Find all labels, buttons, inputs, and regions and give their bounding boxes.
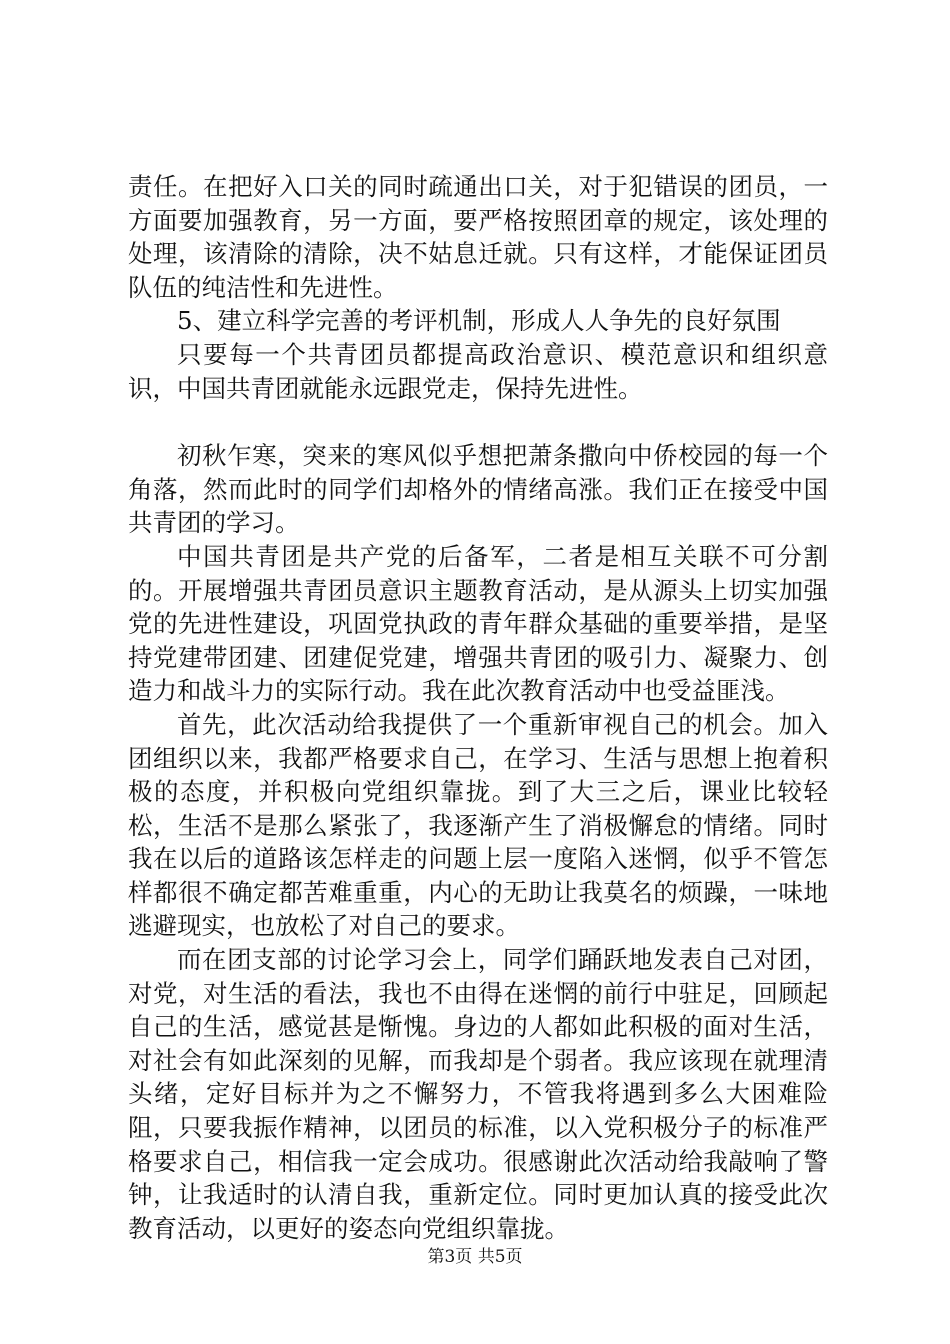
section-heading: 5、建立科学完善的考评机制，形成人人争先的良好氛围 [177, 306, 781, 336]
paragraph: 只要每一个共青团员都提高政治意识、模范意识和组织意识，中国共青团就能永远跟党走，保持先进性。 [128, 339, 828, 403]
paragraph: 初秋乍寒，突来的寒风似乎想把萧条撒向中侨校园的每一个角落，然而此时的同学们却格外的情绪高涨。我们正在接受中国共青团的学习。 [128, 441, 828, 538]
paragraph: 而在团支部的讨论学习会上，同学们踊跃地发表自己对团，对党，对生活的看法，我也不由得在迷惘的前行中驻足，回顾起自己的生活，感觉甚是惭愧。身边的人都如此积极的面对生活，对社会有如此深刻的见解，而我却是个弱者。我应该现在就理清头绪，定好目标并为之不懈努力，不管我将遇到多么大困难险阻，只要我振作精神，以团员的标准，以入党积极分子的标准严格要求自己，相信我一定会成功。很感谢此次活动给我敲响了警钟，让我适时的认清自我，重新定位。同时更加认真的接受此次教育活动，以更好的姿态向党组织靠拢。 [128, 945, 828, 1243]
page-number-footer: 第3页 共5页 [427, 1247, 523, 1267]
paragraph: 中国共青团是共产党的后备军，二者是相互关联不可分割的。开展增强共青团员意识主题教育活动，是从源头上切实加强党的先进性建设，巩固党执政的青年群众基础的重要举措，是坚持党建带团建、团建促党建，增强共青团的吸引力、凝聚力、创造力和战斗力的实际行动。我在此次教育活动中也受益匪浅。 [128, 541, 828, 706]
document-body [128, 170, 828, 1245]
paragraph: 首先，此次活动给我提供了一个重新审视自己的机会。加入团组织以来，我都严格要求自己，在学习、生活与思想上抱着积极的态度，并积极向党组织靠拢。到了大三之后，课业比较轻松，生活不是那么紧张了，我逐渐产生了消极懈怠的情绪。同时我在以后的道路该怎样走的问题上层一度陷入迷惘，似乎不管怎样都很不确定都苦难重重，内心的无助让我莫名的烦躁，一味地逃避现实，也放松了对自己的要求。 [128, 709, 828, 941]
paragraph-continuation: 责任。在把好入口关的同时疏通出口关，对于犯错误的团员，一方面要加强教育，另一方面，要严格按照团章的规定，该处理的处理，该清除的清除，决不姑息迁就。只有这样，才能保证团员队伍的纯洁性和先进性。 [128, 172, 828, 302]
